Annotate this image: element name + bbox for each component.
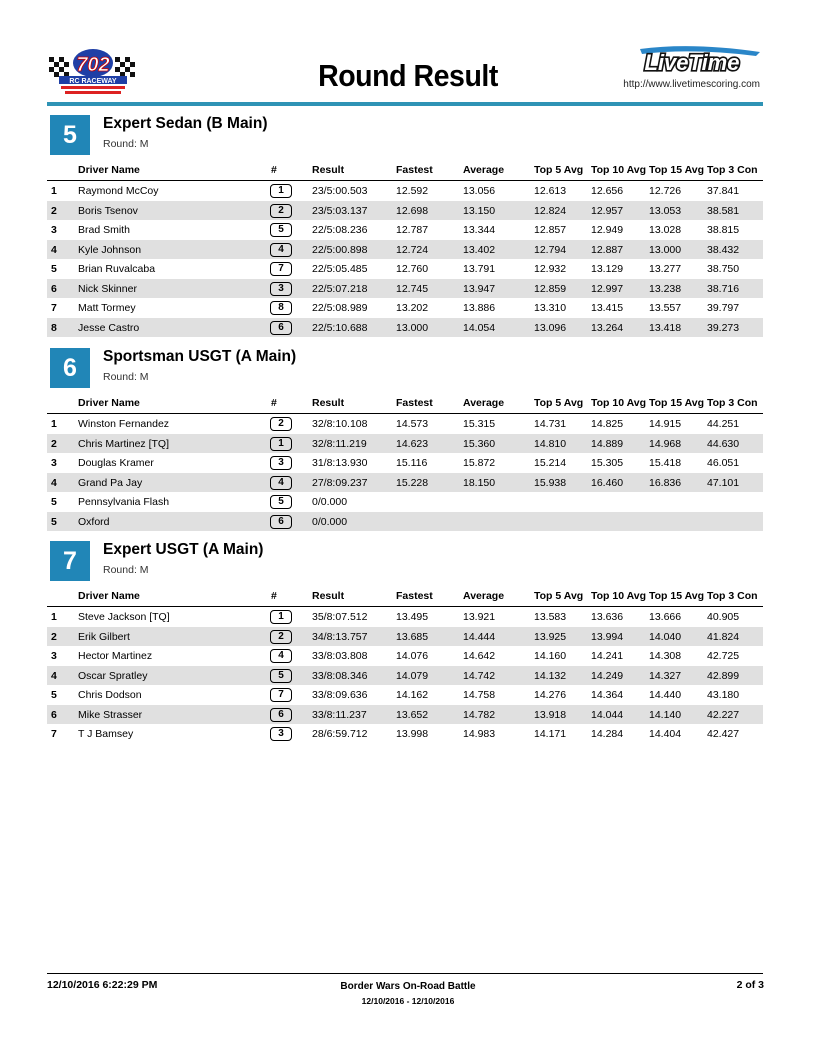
top3con-header: Top 3 Con — [707, 590, 758, 602]
table-row — [47, 512, 763, 532]
average-header: Average — [463, 164, 505, 176]
table-header — [47, 393, 763, 414]
table-row — [47, 724, 763, 744]
cell-result: 23/5:00.503 — [312, 185, 368, 197]
cell-fastest: 14.079 — [396, 669, 429, 682]
driver-name: Steve Jackson [TQ] — [78, 611, 170, 623]
cell-t3: 42.899 — [707, 669, 740, 682]
cell-average: 14.758 — [463, 689, 496, 701]
driver-name: T J Bamsey — [78, 728, 134, 740]
top15-header: Top 15 Avg — [649, 397, 705, 409]
cell-t5: 13.096 — [534, 321, 567, 334]
cell-average: 14.054 — [463, 321, 496, 334]
driver-name: Hector Martinez — [78, 650, 153, 662]
average-header: Average — [463, 397, 505, 409]
cell-result: 27/8:09.237 — [312, 476, 368, 489]
cell-average: 13.344 — [463, 224, 496, 236]
cell-t15: 14.968 — [649, 437, 682, 450]
driver-name-header: Driver Name — [78, 397, 140, 409]
car-number: 4 — [270, 649, 292, 663]
top10-header: Top 10 Avg — [591, 164, 647, 176]
cell-fastest: 15.116 — [396, 457, 428, 469]
cell-average: 14.642 — [463, 650, 496, 662]
driver-name: Douglas Kramer — [78, 457, 154, 469]
finish-position: 3 — [51, 224, 57, 236]
cell-result: 22/5:08.989 — [312, 302, 368, 314]
cell-t3: 42.725 — [707, 650, 740, 662]
cell-average: 15.315 — [463, 418, 496, 430]
car-number: 3 — [270, 282, 292, 296]
cell-t15: 13.557 — [649, 302, 682, 314]
cell-fastest: 12.724 — [396, 243, 429, 256]
finish-position: 6 — [51, 708, 57, 721]
cell-t5: 14.171 — [534, 728, 567, 740]
car-number: 5 — [270, 223, 292, 237]
cell-t10: 14.889 — [591, 437, 624, 450]
table-header — [47, 586, 763, 607]
cell-result: 34/8:13.757 — [312, 630, 368, 643]
table-row — [47, 298, 763, 318]
car-number: 2 — [270, 417, 292, 431]
cell-fastest: 12.760 — [396, 263, 429, 275]
cell-t3: 47.101 — [707, 476, 740, 489]
table-row — [47, 434, 763, 454]
car-number: 7 — [270, 688, 292, 702]
cell-t10: 12.997 — [591, 282, 624, 295]
cell-t15: 13.053 — [649, 204, 682, 217]
result-header: Result — [312, 164, 345, 176]
cell-t3: 44.630 — [707, 437, 740, 450]
cell-t15: 14.915 — [649, 418, 682, 430]
cell-t5: 15.214 — [534, 457, 567, 469]
finish-position: 4 — [51, 243, 57, 256]
cell-average: 14.444 — [463, 630, 496, 643]
driver-name: Kyle Johnson — [78, 243, 142, 256]
cell-fastest: 13.685 — [396, 630, 429, 643]
cell-fastest: 14.162 — [396, 689, 429, 701]
table-header — [47, 160, 763, 181]
finish-position: 4 — [51, 669, 57, 682]
svg-text:702: 702 — [76, 54, 110, 76]
driver-name: Grand Pa Jay — [78, 476, 143, 489]
finish-position: 5 — [51, 496, 57, 508]
finish-position: 2 — [51, 630, 57, 643]
cell-t15: 15.418 — [649, 457, 682, 469]
cell-average: 13.402 — [463, 243, 496, 256]
finish-position: 2 — [51, 437, 57, 450]
table-row — [47, 259, 763, 279]
cell-fastest: 13.202 — [396, 302, 429, 314]
number-header: # — [271, 164, 277, 176]
cell-average: 13.150 — [463, 204, 496, 217]
car-number: 2 — [270, 630, 292, 644]
cell-t10: 13.994 — [591, 630, 624, 643]
website-url: http://www.livetimescoring.com — [623, 79, 760, 90]
cell-t5: 14.160 — [534, 650, 567, 662]
footer-divider — [47, 973, 763, 974]
race-name: Expert USGT (A Main) — [103, 541, 264, 558]
cell-t3: 38.716 — [707, 282, 740, 295]
cell-t10: 14.241 — [591, 650, 624, 662]
cell-t15: 14.404 — [649, 728, 682, 740]
cell-result: 0/0.000 — [312, 515, 348, 528]
cell-t5: 14.132 — [534, 669, 567, 682]
car-number: 3 — [270, 456, 292, 470]
driver-name: Oscar Spratley — [78, 669, 148, 682]
cell-t3: 39.273 — [707, 321, 740, 334]
cell-average: 13.791 — [463, 263, 496, 275]
cell-t5: 12.794 — [534, 243, 567, 256]
table-row — [47, 181, 763, 201]
cell-t3: 42.227 — [707, 708, 740, 721]
cell-t15: 13.238 — [649, 282, 682, 295]
driver-name: Chris Martinez [TQ] — [78, 437, 170, 450]
driver-name: Raymond McCoy — [78, 185, 159, 197]
finish-position: 7 — [51, 728, 57, 740]
race-number-badge: 7 — [50, 541, 90, 581]
cell-t5: 14.810 — [534, 437, 567, 450]
cell-result: 31/8:13.930 — [312, 457, 368, 469]
driver-name-header: Driver Name — [78, 164, 140, 176]
cell-fastest: 13.998 — [396, 728, 429, 740]
cell-t15: 14.440 — [649, 689, 682, 701]
table-row — [47, 453, 763, 473]
car-number: 4 — [270, 243, 292, 257]
table-row — [47, 201, 763, 221]
cell-t5: 13.918 — [534, 708, 567, 721]
car-number: 1 — [270, 437, 292, 451]
cell-average: 13.921 — [463, 611, 496, 623]
cell-result: 22/5:05.485 — [312, 263, 368, 275]
header-divider — [47, 102, 763, 106]
finish-position: 3 — [51, 457, 57, 469]
cell-result: 32/8:11.219 — [312, 437, 367, 450]
driver-name: Boris Tsenov — [78, 204, 138, 217]
car-number: 2 — [270, 204, 292, 218]
driver-name: Matt Tormey — [78, 302, 136, 314]
finish-position: 1 — [51, 611, 57, 623]
cell-t5: 13.310 — [534, 302, 567, 314]
cell-t10: 14.044 — [591, 708, 624, 721]
top10-header: Top 10 Avg — [591, 590, 647, 602]
cell-t10: 12.949 — [591, 224, 624, 236]
driver-name: Erik Gilbert — [78, 630, 130, 643]
cell-t3: 38.581 — [707, 204, 740, 217]
top15-header: Top 15 Avg — [649, 164, 705, 176]
table-row — [47, 627, 763, 647]
cell-result: 33/8:09.636 — [312, 689, 368, 701]
cell-fastest: 12.592 — [396, 185, 429, 197]
average-header: Average — [463, 590, 505, 602]
table-row — [47, 646, 763, 666]
cell-t5: 14.731 — [534, 418, 567, 430]
cell-t3: 40.905 — [707, 611, 740, 623]
cell-t15: 14.140 — [649, 708, 682, 721]
fastest-header: Fastest — [396, 164, 433, 176]
event-name: Border Wars On-Road Battle — [340, 981, 476, 992]
table-row — [47, 240, 763, 260]
cell-result: 22/5:08.236 — [312, 224, 368, 236]
top5-header: Top 5 Avg — [534, 164, 584, 176]
result-header: Result — [312, 397, 345, 409]
driver-name: Chris Dodson — [78, 689, 142, 701]
cell-t3: 44.251 — [707, 418, 740, 430]
cell-t10: 13.636 — [591, 611, 624, 623]
cell-t10: 12.887 — [591, 243, 624, 256]
results-table — [47, 160, 763, 337]
cell-fastest: 14.573 — [396, 418, 429, 430]
table-row — [47, 492, 763, 512]
cell-t10: 15.305 — [591, 457, 624, 469]
cell-average: 14.782 — [463, 708, 496, 721]
race-name: Expert Sedan (B Main) — [103, 115, 268, 132]
cell-t5: 13.583 — [534, 611, 567, 623]
number-header: # — [271, 397, 277, 409]
cell-fastest: 12.787 — [396, 224, 429, 236]
cell-fastest: 13.000 — [396, 321, 429, 334]
driver-name: Winston Fernandez — [78, 418, 170, 430]
cell-result: 32/8:10.108 — [312, 418, 368, 430]
finish-position: 5 — [51, 515, 57, 528]
cell-t15: 13.028 — [649, 224, 682, 236]
page-number: 2 of 3 — [736, 979, 764, 991]
cell-average: 18.150 — [463, 476, 496, 489]
car-number: 7 — [270, 262, 292, 276]
cell-t3: 38.432 — [707, 243, 740, 256]
car-number: 5 — [270, 495, 292, 509]
number-header: # — [271, 590, 277, 602]
livetime-logo — [622, 46, 764, 76]
cell-t10: 13.129 — [591, 263, 624, 275]
top10-header: Top 10 Avg — [591, 397, 647, 409]
table-row — [47, 473, 763, 493]
cell-fastest: 12.745 — [396, 282, 429, 295]
cell-result: 33/8:08.346 — [312, 669, 368, 682]
cell-t3: 41.824 — [707, 630, 740, 643]
cell-t3: 43.180 — [707, 689, 740, 701]
cell-average: 13.056 — [463, 185, 496, 197]
table-row — [47, 685, 763, 705]
cell-average: 14.742 — [463, 669, 496, 682]
cell-t3: 46.051 — [707, 457, 740, 469]
round-label: Round: M — [103, 138, 149, 150]
cell-t10: 14.249 — [591, 669, 624, 682]
race-name: Sportsman USGT (A Main) — [103, 348, 297, 365]
cell-t5: 15.938 — [534, 476, 567, 489]
cell-average: 14.983 — [463, 728, 496, 740]
finish-position: 5 — [51, 263, 57, 275]
cell-t15: 14.327 — [649, 669, 682, 682]
cell-t10: 13.415 — [591, 302, 624, 314]
cell-t3: 38.750 — [707, 263, 740, 275]
race-number-badge: 5 — [50, 115, 90, 155]
driver-name: Mike Strasser — [78, 708, 143, 721]
top3con-header: Top 3 Con — [707, 164, 758, 176]
table-row — [47, 279, 763, 299]
top5-header: Top 5 Avg — [534, 590, 584, 602]
cell-t5: 12.857 — [534, 224, 567, 236]
printed-timestamp: 12/10/2016 6:22:29 PM — [47, 979, 158, 991]
top3con-header: Top 3 Con — [707, 397, 758, 409]
cell-fastest: 13.652 — [396, 708, 429, 721]
cell-t10: 14.284 — [591, 728, 624, 740]
cell-result: 22/5:07.218 — [312, 282, 368, 295]
cell-t15: 14.308 — [649, 650, 682, 662]
result-header: Result — [312, 590, 345, 602]
car-number: 8 — [270, 301, 292, 315]
cell-t10: 13.264 — [591, 321, 624, 334]
cell-average: 13.947 — [463, 282, 496, 295]
svg-text:LiveTime: LiveTime — [644, 50, 740, 75]
car-number: 1 — [270, 610, 292, 624]
svg-text:RC RACEWAY: RC RACEWAY — [69, 78, 117, 85]
cell-t15: 14.040 — [649, 630, 682, 643]
event-dates: 12/10/2016 - 12/10/2016 — [361, 996, 455, 1006]
car-number: 4 — [270, 476, 292, 490]
cell-fastest: 14.076 — [396, 650, 429, 662]
driver-name: Nick Skinner — [78, 282, 137, 295]
finish-position: 6 — [51, 282, 57, 295]
finish-position: 3 — [51, 650, 57, 662]
cell-t5: 12.859 — [534, 282, 567, 295]
cell-t5: 12.824 — [534, 204, 567, 217]
table-row — [47, 607, 763, 627]
finish-position: 8 — [51, 321, 57, 334]
finish-position: 2 — [51, 204, 57, 217]
cell-result: 22/5:00.898 — [312, 243, 368, 256]
page-title: Round Result — [318, 58, 498, 93]
race-number-badge: 6 — [50, 348, 90, 388]
cell-t15: 13.418 — [649, 321, 682, 334]
car-number: 6 — [270, 708, 292, 722]
table-row — [47, 220, 763, 240]
table-row — [47, 666, 763, 686]
cell-result: 33/8:03.808 — [312, 650, 368, 662]
cell-result: 22/5:10.688 — [312, 321, 368, 334]
cell-t5: 12.932 — [534, 263, 567, 275]
cell-fastest: 15.228 — [396, 476, 429, 489]
cell-t3: 37.841 — [707, 185, 740, 197]
fastest-header: Fastest — [396, 397, 433, 409]
cell-t10: 12.656 — [591, 185, 624, 197]
car-number: 6 — [270, 515, 292, 529]
driver-name: Oxford — [78, 515, 110, 528]
cell-t15: 16.836 — [649, 476, 682, 489]
cell-average: 15.360 — [463, 437, 496, 450]
cell-t15: 13.277 — [649, 263, 682, 275]
cell-fastest: 13.495 — [396, 611, 429, 623]
driver-name: Jesse Castro — [78, 321, 140, 334]
cell-result: 35/8:07.512 — [312, 611, 368, 623]
finish-position: 5 — [51, 689, 57, 701]
cell-result: 28/6:59.712 — [312, 728, 368, 740]
cell-t3: 42.427 — [707, 728, 740, 740]
cell-result: 0/0.000 — [312, 496, 348, 508]
driver-name-header: Driver Name — [78, 590, 140, 602]
cell-t10: 12.957 — [591, 204, 624, 217]
cell-result: 23/5:03.137 — [312, 204, 368, 217]
cell-average: 15.872 — [463, 457, 496, 469]
finish-position: 4 — [51, 476, 57, 489]
cell-t15: 13.000 — [649, 243, 682, 256]
driver-name: Pennsylvania Flash — [78, 496, 170, 508]
cell-t5: 14.276 — [534, 689, 567, 701]
cell-t10: 14.364 — [591, 689, 624, 701]
top15-header: Top 15 Avg — [649, 590, 705, 602]
table-row — [47, 705, 763, 725]
finish-position: 7 — [51, 302, 57, 314]
results-table — [47, 586, 763, 744]
fastest-header: Fastest — [396, 590, 433, 602]
results-table — [47, 393, 763, 531]
driver-name: Brad Smith — [78, 224, 130, 236]
cell-t10: 16.460 — [591, 476, 624, 489]
cell-result: 33/8:11.237 — [312, 708, 367, 721]
cell-t15: 12.726 — [649, 185, 682, 197]
top5-header: Top 5 Avg — [534, 397, 584, 409]
car-number: 3 — [270, 727, 292, 741]
cell-t3: 39.797 — [707, 302, 740, 314]
finish-position: 1 — [51, 418, 57, 430]
cell-average: 13.886 — [463, 302, 496, 314]
cell-t10: 14.825 — [591, 418, 624, 430]
driver-name: Brian Ruvalcaba — [78, 263, 156, 275]
cell-t5: 12.613 — [534, 185, 567, 197]
finish-position: 1 — [51, 185, 57, 197]
car-number: 6 — [270, 321, 292, 335]
cell-t5: 13.925 — [534, 630, 567, 643]
round-label: Round: M — [103, 564, 149, 576]
cell-t15: 13.666 — [649, 611, 682, 623]
table-row — [47, 318, 763, 338]
cell-fastest: 14.623 — [396, 437, 429, 450]
round-label: Round: M — [103, 371, 149, 383]
table-row — [47, 414, 763, 434]
car-number: 5 — [270, 669, 292, 683]
cell-fastest: 12.698 — [396, 204, 429, 217]
cell-t3: 38.815 — [707, 224, 740, 236]
car-number: 1 — [270, 184, 292, 198]
